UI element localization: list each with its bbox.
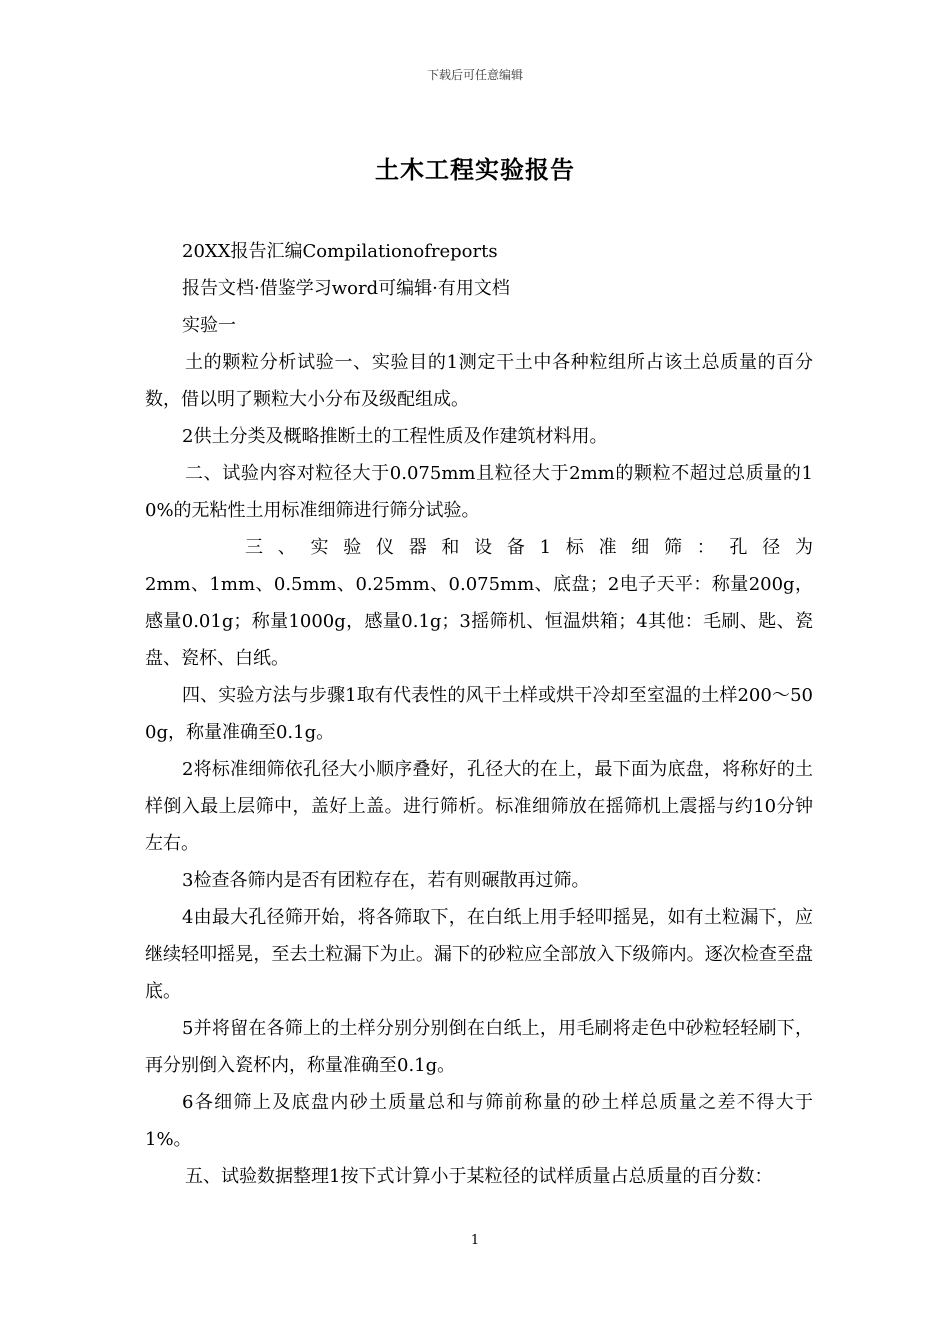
- paragraph-content: 二、试验内容对粒径大于0.075mm且粒径大于2mm的颗粒不超过总质量的10%的无粘性土用标准细筛进行筛分试验。: [145, 463, 813, 521]
- paragraph-experiment-heading: 实验一: [182, 315, 236, 336]
- paragraph-data-processing: 五、试验数据整理1按下式计算小于某粒径的试样质量占总质量的百分数：: [185, 1166, 773, 1187]
- paragraph-method-6: 6各细筛上及底盘内砂土质量总和与筛前称量的砂土样总质量之差不得大于1%。: [145, 1092, 813, 1150]
- paragraph-equipment-head: 三、实验仪器和设备1标准细筛：孔径为: [245, 537, 813, 558]
- page-header-note: 下载后可任意编辑: [426, 68, 523, 82]
- document-title: 土木工程实验报告: [375, 156, 575, 184]
- paragraph-method-2: 2将标准细筛依孔径大小顺序叠好，孔径大的在上，最下面为底盘，将称好的土样倒入最上层筛中，盖好上盖。进行筛析。标准细筛放在摇筛机上震摇与约10分钟左右。: [145, 759, 813, 854]
- paragraph-compilation: 20XX报告汇编Compilationofreports: [182, 241, 498, 262]
- paragraph-method-5: 5并将留在各筛上的土样分别分别倒在白纸上，用毛刷将走色中砂粒轻轻刷下，再分别倒入瓷杯内，称量准确至0.1g。: [145, 1018, 813, 1076]
- paragraph-objective: 土的颗粒分析试验一、实验目的1测定干土中各种粒组所占该土总质量的百分数，借以明了颗粒大小分布及级配组成。: [145, 352, 813, 410]
- paragraph-method-4: 4由最大孔径筛开始，将各筛取下，在白纸上用手轻叩摇晃，如有土粒漏下，应继续轻叩摇晃，至去土粒漏下为止。漏下的砂粒应全部放入下级筛内。逐次检查至盘底。: [145, 907, 813, 1002]
- paragraph-method-1: 四、实验方法与步骤1取有代表性的风干土样或烘干冷却至室温的土样200～500g，称量准确至0.1g。: [145, 685, 813, 743]
- page-number: 1: [470, 1233, 480, 1248]
- paragraph-method-3: 3检查各筛内是否有团粒存在，若有则碾散再过筛。: [182, 870, 590, 891]
- paragraph-doc-note: 报告文档·借鉴学习word可编辑·有用文档: [182, 278, 510, 299]
- paragraph-equipment-body: 2mm、1mm、0.5mm、0.25mm、0.075mm、底盘；2电子天平：称量200g，感量0.01g；称量1000g，感量0.1g；3摇筛机、恒温烘箱；4其他：毛刷、匙、瓷盘、瓷杯、白纸。: [145, 574, 813, 669]
- document-body: [145, 233, 813, 1195]
- paragraph-objective-2: 2供土分类及概略推断土的工程性质及作建筑材料用。: [182, 426, 608, 447]
